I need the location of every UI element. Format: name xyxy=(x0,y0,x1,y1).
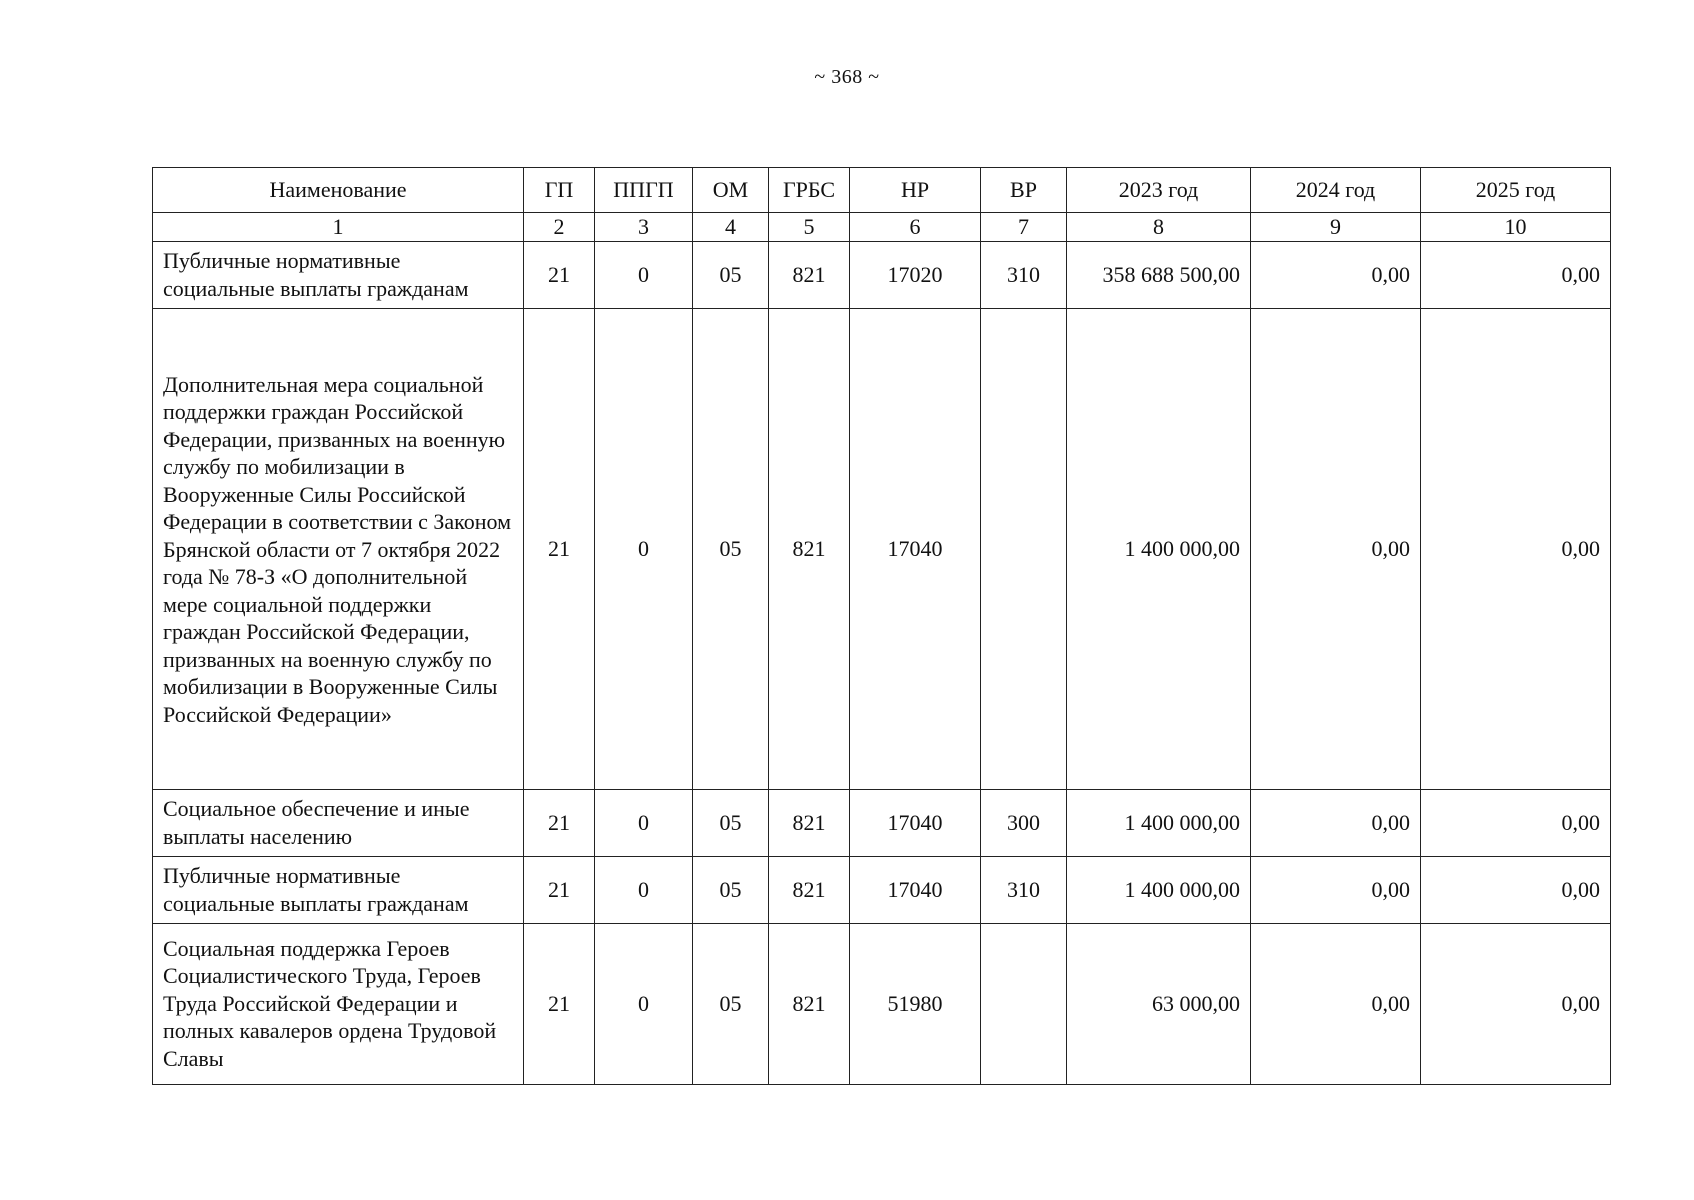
row-gp: 21 xyxy=(524,923,595,1084)
column-number: 10 xyxy=(1421,213,1611,242)
row-om: 05 xyxy=(693,789,769,856)
row-gp: 21 xyxy=(524,789,595,856)
row-2025: 0,00 xyxy=(1421,789,1611,856)
table-row xyxy=(153,308,1611,789)
column-number: 8 xyxy=(1067,213,1251,242)
column-number: 3 xyxy=(595,213,693,242)
header-gp: ГП xyxy=(524,168,595,213)
row-2025: 0,00 xyxy=(1421,308,1611,789)
row-vr xyxy=(981,923,1067,1084)
column-number: 7 xyxy=(981,213,1067,242)
table-header-row xyxy=(153,168,1611,213)
row-vr: 300 xyxy=(981,789,1067,856)
header-ppgp: ППГП xyxy=(595,168,693,213)
header-2024: 2024 год xyxy=(1251,168,1421,213)
column-number: 6 xyxy=(850,213,981,242)
header-om: ОМ xyxy=(693,168,769,213)
row-name: Социальное обеспечение и иные выплаты населению xyxy=(153,789,524,856)
row-ppgp: 0 xyxy=(595,241,693,308)
row-om: 05 xyxy=(693,241,769,308)
column-number: 4 xyxy=(693,213,769,242)
row-om: 05 xyxy=(693,308,769,789)
header-name: Наименование xyxy=(153,168,524,213)
row-2024: 0,00 xyxy=(1251,308,1421,789)
row-grbs: 821 xyxy=(769,308,850,789)
row-gp: 21 xyxy=(524,241,595,308)
row-ppgp: 0 xyxy=(595,789,693,856)
column-number: 2 xyxy=(524,213,595,242)
row-om: 05 xyxy=(693,923,769,1084)
row-nr: 51980 xyxy=(850,923,981,1084)
row-name: Публичные нормативные социальные выплаты гражданам xyxy=(153,856,524,923)
row-2025: 0,00 xyxy=(1421,923,1611,1084)
header-grbs: ГРБС xyxy=(769,168,850,213)
row-2024: 0,00 xyxy=(1251,856,1421,923)
row-om: 05 xyxy=(693,856,769,923)
row-gp: 21 xyxy=(524,856,595,923)
row-name: Социальная поддержка Героев Социалистического Труда, Героев Труда Российской Федерации и полных кавалеров ордена Трудовой Славы xyxy=(153,923,524,1084)
row-nr: 17040 xyxy=(850,308,981,789)
row-nr: 17020 xyxy=(850,241,981,308)
row-grbs: 821 xyxy=(769,241,850,308)
row-nr: 17040 xyxy=(850,856,981,923)
row-2023: 1 400 000,00 xyxy=(1067,308,1251,789)
row-2023: 1 400 000,00 xyxy=(1067,856,1251,923)
row-2023: 63 000,00 xyxy=(1067,923,1251,1084)
header-vr: ВР xyxy=(981,168,1067,213)
row-ppgp: 0 xyxy=(595,308,693,789)
column-number: 9 xyxy=(1251,213,1421,242)
row-ppgp: 0 xyxy=(595,856,693,923)
row-vr xyxy=(981,308,1067,789)
table-row xyxy=(153,856,1611,923)
row-gp: 21 xyxy=(524,308,595,789)
header-nr: НР xyxy=(850,168,981,213)
row-grbs: 821 xyxy=(769,789,850,856)
row-name: Дополнительная мера социальной поддержки граждан Российской Федерации, призванных на военную службу по мобилизации в Вооруженные Силы Российской Федерации в соответствии с Законом Брянской области от 7 октября 2022 года № 78-З «О дополнительной мере социальной поддержки граждан Российской Федерации, призванных на военную службу по мобилизации в Вооруженные Силы Российской Федерации» xyxy=(153,308,524,789)
row-2023: 1 400 000,00 xyxy=(1067,789,1251,856)
row-2023: 358 688 500,00 xyxy=(1067,241,1251,308)
row-nr: 17040 xyxy=(850,789,981,856)
row-grbs: 821 xyxy=(769,856,850,923)
column-number: 5 xyxy=(769,213,850,242)
header-2025: 2025 год xyxy=(1421,168,1611,213)
row-2024: 0,00 xyxy=(1251,241,1421,308)
row-ppgp: 0 xyxy=(595,923,693,1084)
row-vr: 310 xyxy=(981,241,1067,308)
table-row xyxy=(153,241,1611,308)
table-row xyxy=(153,789,1611,856)
table-row xyxy=(153,923,1611,1084)
row-name: Публичные нормативные социальные выплаты гражданам xyxy=(153,241,524,308)
row-grbs: 821 xyxy=(769,923,850,1084)
row-2024: 0,00 xyxy=(1251,789,1421,856)
column-number-row xyxy=(153,213,1611,242)
row-2025: 0,00 xyxy=(1421,856,1611,923)
budget-table xyxy=(152,167,1611,1085)
page-number: ~ 368 ~ xyxy=(814,66,880,88)
column-number: 1 xyxy=(153,213,524,242)
row-2025: 0,00 xyxy=(1421,241,1611,308)
header-2023: 2023 год xyxy=(1067,168,1251,213)
row-2024: 0,00 xyxy=(1251,923,1421,1084)
row-vr: 310 xyxy=(981,856,1067,923)
